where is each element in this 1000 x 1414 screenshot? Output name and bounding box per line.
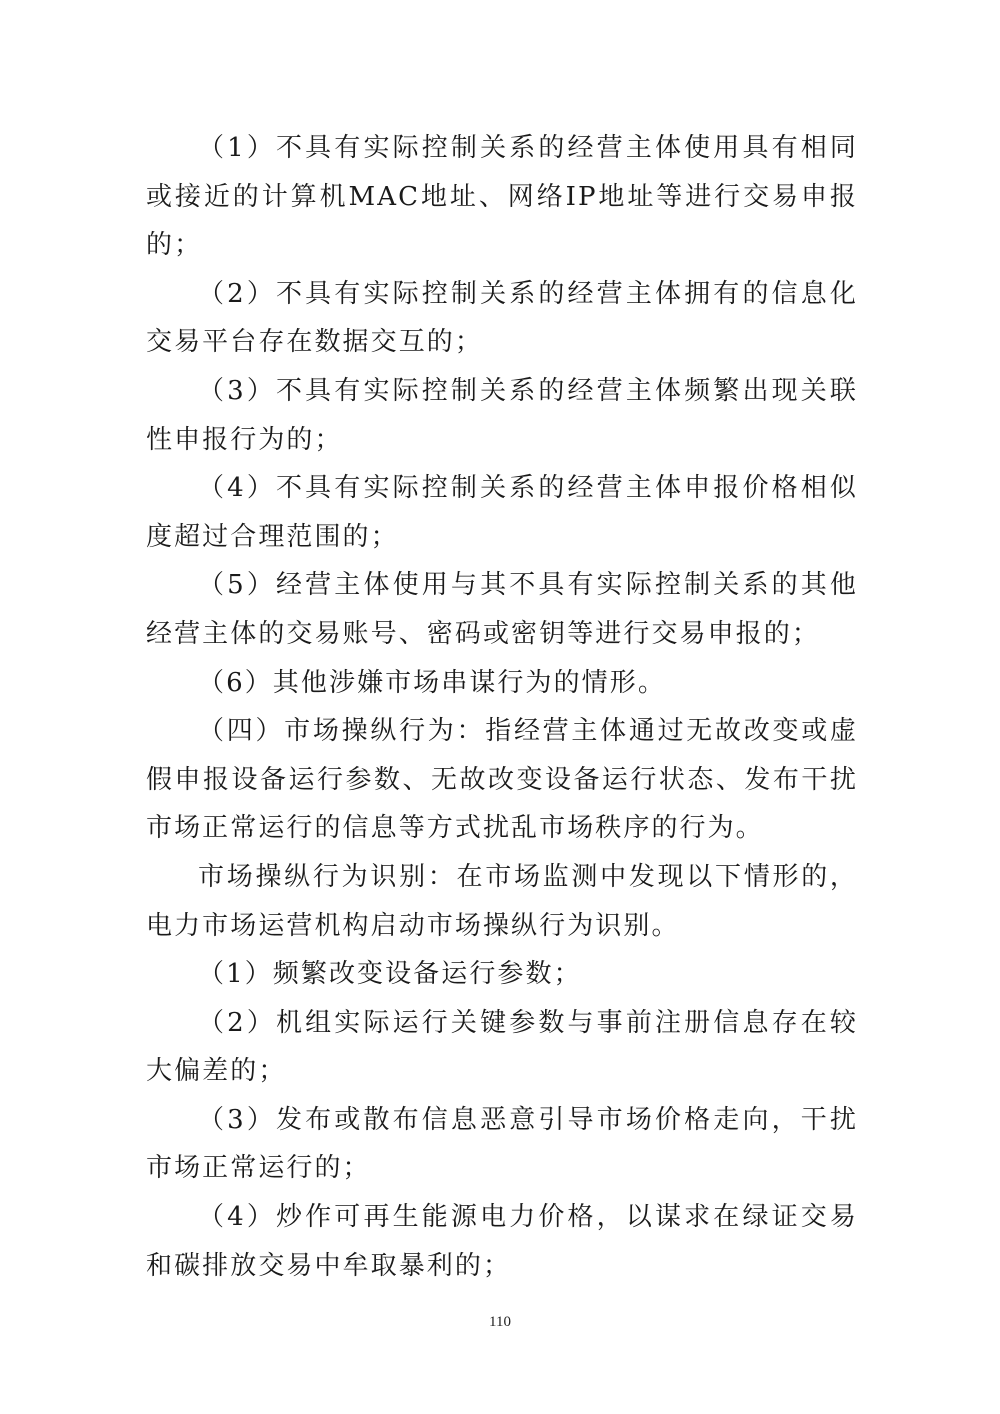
paragraph-collusion-item-1: （1）不具有实际控制关系的经营主体使用具有相同或接近的计算机MAC地址、网络IP地址等进行交易申报的； [146,133,858,261]
paragraph-manipulation-item-2: （2）机组实际运行关键参数与事前注册信息存在较大偏差的； [146,1007,858,1087]
paragraph-manipulation-item-1: （1）频繁改变设备运行参数； [198,959,582,990]
paragraph-collusion-item-5: （5）经营主体使用与其不具有实际控制关系的其他经营主体的交易账号、密码或密钥等进行交易申报的； [146,570,858,649]
paragraph-collusion-item-2: （2）不具有实际控制关系的经营主体拥有的信息化交易平台存在数据交互的； [146,278,858,358]
paragraph-collusion-item-4: （4）不具有实际控制关系的经营主体申报价格相似度超过合理范围的； [146,473,858,552]
paragraph-manipulation-item-4: （4）炒作可再生能源电力价格，以谋求在绿证交易和碳排放交易中牟取暴利的； [146,1202,858,1281]
paragraph-collusion-item-6: （6）其他涉嫌市场串谋行为的情形。 [198,667,666,698]
paragraph-collusion-item-3: （3）不具有实际控制关系的经营主体频繁出现关联性申报行为的； [146,375,858,455]
paragraph-section-4-manipulation: （四）市场操纵行为：指经营主体通过无故改变或虚假申报设备运行参数、无故改变设备运行状态、发布干扰市场正常运行的信息等方式扰乱市场秩序的行为。 [146,716,858,844]
page-number: 110 [489,1314,511,1330]
paragraph-manipulation-item-3: （3）发布或散布信息恶意引导市场价格走向，干扰市场正常运行的； [146,1104,858,1184]
paragraph-manipulation-identification: 市场操纵行为识别：在市场监测中发现以下情形的，电力市场运营机构启动市场操纵行为识别。 [146,861,858,941]
body-text [146,124,858,1290]
